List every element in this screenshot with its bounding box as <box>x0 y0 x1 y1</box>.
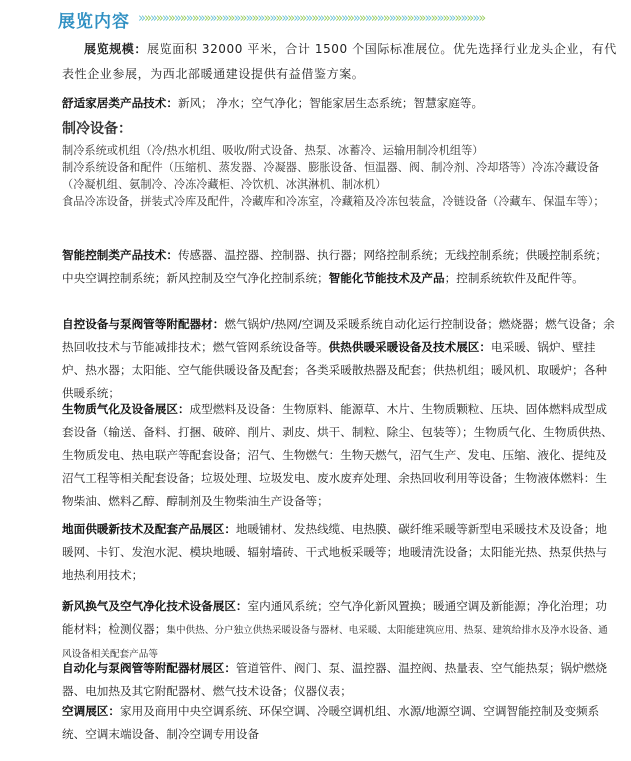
chevron-icon: » <box>305 11 312 26</box>
chevron-icon: » <box>454 11 461 26</box>
chevron-icon: » <box>442 11 449 26</box>
biomass-label: 生物质气化及设备展区： <box>62 402 190 416</box>
chevron-divider-icon <box>138 10 618 28</box>
floor-label: 地面供暖新技术及配套产品展区： <box>62 522 236 536</box>
chevron-icon: » <box>161 11 168 26</box>
chevron-icon: » <box>155 11 162 26</box>
refrigeration-title: 制冷设备： <box>62 121 132 137</box>
chevron-icon: » <box>245 11 252 26</box>
chevron-icon: » <box>346 11 353 26</box>
smart-label-2: 智能化节能技术及产品 <box>328 271 445 285</box>
chevron-icon: » <box>400 11 407 26</box>
smart-text: 传感器、温控器、控制器、执行器；网络控制系统；无线控制系统；供暖控制系统；中央空调控制系统；新风控制及空气净化控制系统； <box>62 248 607 285</box>
chevron-icon: » <box>251 11 258 26</box>
chevron-icon: » <box>149 11 156 26</box>
chevron-icon: » <box>167 11 174 26</box>
chevron-icon: » <box>358 11 365 26</box>
chevron-icon: » <box>191 11 198 26</box>
chevron-icon: » <box>478 11 485 26</box>
chevron-icon: » <box>406 11 413 26</box>
chevron-icon: » <box>424 11 431 26</box>
automation-text: 管道管件、阀门、泵、温控器、温控阀、热量表、空气能热泵；锅炉燃烧器、电加热及其它附配器材、燃气技术设备；仪器仪表； <box>62 661 607 698</box>
smart-control-paragraph <box>62 244 617 290</box>
chevron-icon: » <box>233 11 240 26</box>
refrigeration-line: 食品冷冻设备，拼装式冷库及配件，冷藏库和冷冻室，冷藏箱及冷冻包装盒，冷链设备（冷藏车、保温车等）； <box>62 195 605 208</box>
floor-text: 地暖铺材、发热线缆、电热膜、碳纤维采暖等新型电采暖技术及设备；地暖网、卡钉、发泡水泥、模块地暖、辐射墙砖、干式地板采暖等；地暖清洗设备；太阳能光热、热泵供热与地热利用技术； <box>62 522 607 582</box>
chevron-icon: » <box>382 11 389 26</box>
chevron-icon: » <box>263 11 270 26</box>
chevron-icon: » <box>299 11 306 26</box>
chevron-icon: » <box>329 11 335 26</box>
biomass-paragraph <box>62 398 617 513</box>
chevron-icon: » <box>352 11 359 26</box>
biomass-text: 成型燃料及设备：生物原料、能源草、木片、生物质颗粒、压块、固体燃料成型成套设备（输送、备料、打捆、破碎、削片、剥皮、烘干、制粒、除尘、包装等）；生物质气化、生物质供热、生物质发电、热电联产等配套设备；沼气、生物燃气：生物天燃气，沼气生产、发电、压缩、液化、提纯及沼气工程等相关配套设备；垃圾处理、垃圾发电、废水废弃处理、余热回收利用等设备；生物液体燃料：生物柴油、燃料乙醇、醇制剂及生物柴油生产设备等； <box>62 402 613 508</box>
ac-label: 空调展区： <box>62 704 120 718</box>
chevron-icon: » <box>221 11 228 26</box>
scale-text: 展览面积 32000 平米，合计 1500 个国际标准展位。优先选择行业龙头企业，有代表性企业参展，为西北部暖通建设提供有益借鉴方案。 <box>62 42 617 81</box>
home-products-paragraph <box>62 92 617 115</box>
automation-label: 自动化与泵阀管等附配器材展区： <box>62 661 236 675</box>
fresh-label: 新风换气及空气净化技术设备展区： <box>62 599 248 613</box>
auto-label: 自控设备与泵阀管等附配器材： <box>62 317 225 331</box>
chevron-icon: » <box>239 11 246 26</box>
chevron-icon: » <box>227 11 234 26</box>
chevron-icon: » <box>472 11 479 26</box>
home-text: 新风； 净水；空气净化；智能家居生态系统；智慧家庭等。 <box>177 96 484 110</box>
chevron-icon: » <box>257 11 264 26</box>
chevron-icon: » <box>340 11 347 26</box>
chevron-icon: » <box>209 11 216 26</box>
chevron-icon: » <box>394 11 401 26</box>
chevron-icon: » <box>323 11 329 26</box>
chevron-icon: » <box>138 11 144 26</box>
air-conditioning-paragraph <box>62 700 617 746</box>
refrigeration-line: 制冷系统设备和配件（压缩机、蒸发器、冷凝器、膨胀设备、恒温器、阀、制冷剂、冷却塔等）冷冻冷藏设备（冷凝机组、氨制冷、冷冻冷藏柜、冷饮机、冰淇淋机、制冰机） <box>62 161 600 191</box>
heating-text: 电采暖、锅炉、壁挂炉、热水器；太阳能、空气能供暖设备及配套；各类采暖散热器及配套；供热机组；暖风机、取暖炉；各种供暖系统； <box>62 340 607 400</box>
chevron-icon: » <box>203 11 210 26</box>
fresh-text-small: 集中供热、分户独立供热采暖设备与器材、电采暖、太阳能建筑应用、热泵、建筑给排水及净水设备、通风设备相关配套产品等 <box>62 625 608 660</box>
chevron-strip <box>138 11 484 26</box>
section-title: 展览内容 <box>58 11 130 32</box>
home-label: 舒适家居类产品技术： <box>62 96 178 110</box>
floor-heating-paragraph <box>62 518 617 587</box>
chevron-icon: » <box>418 11 425 26</box>
chevron-icon: » <box>466 11 473 26</box>
refrigeration-line: 制冷系统或机组（冷/热水机组、吸收/附式设备、热泵、冰蓄冷、运输用制冷机组等） <box>62 144 484 157</box>
chevron-icon: » <box>317 11 324 26</box>
chevron-icon: » <box>448 11 455 26</box>
exhibition-scale-paragraph <box>62 37 617 87</box>
chevron-icon: » <box>376 11 383 26</box>
chevron-icon: » <box>197 11 204 26</box>
chevron-icon: » <box>173 11 180 26</box>
ac-text: 家用及商用中央空调系统、环保空调、冷暖空调机组、水源/地源空调、空调智能控制及变频系统、空调末端设备、制冷空调专用设备 <box>62 704 600 741</box>
chevron-icon: » <box>293 11 300 26</box>
section-header <box>58 7 618 31</box>
chevron-icon: » <box>287 11 294 26</box>
chevron-icon: » <box>143 11 150 26</box>
automation-valves-paragraph <box>62 657 617 703</box>
chevron-icon: » <box>430 11 437 26</box>
fresh-air-paragraph <box>62 595 617 666</box>
heating-label: 供热供暖采暖设备及技术展区： <box>328 340 491 354</box>
chevron-icon: » <box>460 11 467 26</box>
chevron-icon: » <box>275 11 282 26</box>
chevron-icon: » <box>179 11 186 26</box>
chevron-icon: » <box>185 11 192 26</box>
fresh-text: 室内通风系统；空气净化新风置换；暖通空调及新能源；净化治理；功能材料；检测仪器； <box>62 599 607 636</box>
chevron-icon: » <box>436 11 443 26</box>
chevron-icon: » <box>364 11 371 26</box>
chevron-icon: » <box>334 11 341 26</box>
chevron-icon: » <box>311 11 318 26</box>
chevron-icon: » <box>412 11 419 26</box>
auto-control-paragraph <box>62 313 617 405</box>
chevron-icon: » <box>269 11 276 26</box>
auto-text: 燃气锅炉/热网/空调及采暖系统自动化运行控制设备；燃烧器；燃气设备；余热回收技术与节能减排技术；燃气管网系统设备等。 <box>62 317 615 354</box>
chevron-icon: » <box>370 11 377 26</box>
scale-label: 展览规模： <box>84 42 148 56</box>
chevron-icon: » <box>215 11 222 26</box>
chevron-icon: » <box>281 11 288 26</box>
chevron-icon: » <box>388 11 395 26</box>
smart-text-2: ；控制系统软件及配件等。 <box>444 271 584 285</box>
refrigeration-section <box>62 116 617 210</box>
smart-label: 智能控制类产品技术： <box>62 248 178 262</box>
